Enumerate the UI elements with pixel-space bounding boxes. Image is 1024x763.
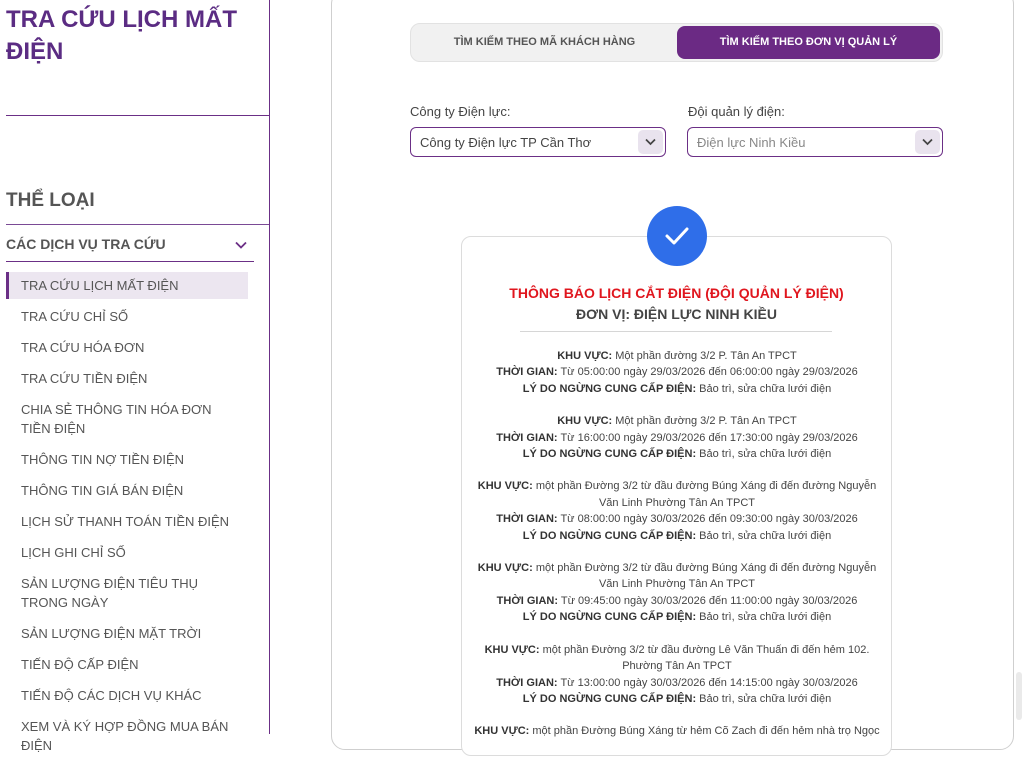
sidebar-item[interactable]: TRA CỨU TIỀN ĐIỆN [21,371,148,386]
outage-time-row [472,675,882,691]
outage-area-row [472,560,882,593]
sidebar-item[interactable]: TIẾN ĐỘ CẤP ĐIỆN [21,657,139,672]
sidebar-item[interactable]: SẢN LƯỢNG ĐIỆN MẶT TRỜI [21,626,202,641]
outage-reason-value: Bảo trì, sửa chữa lưới điện [699,692,832,705]
outage-entry [472,560,882,626]
outage-reason-row [472,609,882,625]
outage-time-value: Từ 08:00:00 ngày 30/03/2026 đến 09:30:00 ngày 30/03/2026 [560,513,858,526]
outage-time-value: Từ 09:45:00 ngày 30/03/2026 đến 11:00:00 ngày 30/03/2026 [560,594,858,607]
chevron-down-icon [234,238,248,252]
time-label: THỜI GIAN: [496,676,558,689]
outage-area-value: Một phần đường 3/2 P. Tân An TPCT [615,415,797,428]
area-label: KHU VỰC: [477,480,533,493]
team-select[interactable] [687,127,943,157]
page-title: TRA CỨU LỊCH MẤT ĐIỆN [6,6,237,65]
outage-time-value: Từ 05:00:00 ngày 29/03/2026 đến 06:00:00 ngày 29/03/2026 [560,366,858,379]
services-group-toggle[interactable] [6,232,254,262]
outage-area-value: một phần Đường 3/2 từ đầu đường Búng Xáng đi đến đường Nguyễn Văn Linh Phường Tân An TPCT [535,562,877,591]
reason-label: LÝ DO NGỪNG CUNG CẤP ĐIỆN: [522,448,697,461]
outage-area-row [472,478,882,511]
reason-label: LÝ DO NGỪNG CUNG CẤP ĐIỆN: [522,692,697,705]
area-label: KHU VỰC: [557,415,613,428]
outage-area-row [472,723,882,739]
sidebar-item[interactable]: TRA CỨU CHỈ SỐ [21,309,129,324]
left-sidebar [0,0,270,753]
outage-time-value: Từ 13:00:00 ngày 30/03/2026 đến 14:15:00 ngày 30/03/2026 [560,676,858,689]
sidebar-item[interactable]: LỊCH GHI CHỈ SỐ [21,545,126,560]
dropdown-button[interactable] [638,130,663,154]
reason-label: LÝ DO NGỪNG CUNG CẤP ĐIỆN: [522,382,697,395]
chevron-down-icon [921,136,934,148]
outage-reason-row [472,691,882,707]
time-label: THỜI GIAN: [496,594,558,607]
tab-search-by-customer[interactable]: TÌM KIẾM THEO MÃ KHÁCH HÀNG [453,36,636,48]
outage-area-value: một phần Đường 3/2 từ đầu đường Lê Văn Thuấn đi đến hẻm 102. Phường Tân An TPCT [542,643,870,673]
reason-label: LÝ DO NGỪNG CUNG CẤP ĐIỆN: [522,529,697,542]
outage-area-value: Một phần đường 3/2 P. Tân An TPCT [615,350,797,362]
time-label: THỜI GIAN: [496,366,558,379]
outage-area-row [472,642,882,675]
area-label: KHU VỰC: [474,725,530,738]
sidebar-item[interactable]: THÔNG TIN GIÁ BÁN ĐIỆN [21,483,184,498]
outage-area-row [472,413,882,429]
outage-time-row [472,430,882,446]
sidebar-item[interactable]: SẢN LƯỢNG ĐIỆN TIÊU THỤ TRONG NGÀY [21,576,199,610]
sidebar-item[interactable]: TIẾN ĐỘ CÁC DỊCH VỤ KHÁC [21,688,202,703]
outage-reason-row [472,528,882,544]
services-menu [6,272,248,763]
reason-label: LÝ DO NGỪNG CUNG CẤP ĐIỆN: [522,611,697,624]
outage-entry [472,642,882,708]
area-label: KHU VỰC: [557,350,613,362]
category-heading: THỂ LOẠI [6,190,95,211]
search-mode-tabs [410,23,943,62]
time-label: THỜI GIAN: [496,431,558,444]
outage-entry [472,413,882,462]
outage-entry [472,723,882,743]
outage-list [472,348,882,743]
unit-title: ĐƠN VỊ: ĐIỆN LỰC NINH KIỀU [576,306,777,322]
team-label: Đội quản lý điện: [688,104,785,119]
outage-entry [472,478,882,544]
sidebar-item[interactable]: THÔNG TIN NỢ TIỀN ĐIỆN [21,452,185,467]
area-label: KHU VỰC: [477,562,533,575]
outage-area-row [472,348,882,364]
outage-reason-value: Bảo trì, sửa chữa lưới điện [699,448,832,461]
chevron-down-icon [644,136,657,148]
sidebar-item[interactable]: XEM VÀ KÝ HỢP ĐỒNG MUA BÁN ĐIỆN [21,719,229,753]
success-check-icon [647,206,707,266]
time-label: THỜI GIAN: [496,513,558,526]
company-select-value: Công ty Điện lực TP Cần Thơ [420,135,592,150]
outage-area-value: một phần Đường Búng Xáng từ hẻm Cõ Zach đi đến hẻm nhà trọ Ngọc [532,725,880,738]
team-select-value: Điện lực Ninh Kiều [697,135,806,150]
divider [520,331,832,332]
services-group-label: CÁC DỊCH VỤ TRA CỨU [6,236,166,252]
outage-time-row [472,511,882,527]
outage-time-row [472,364,882,380]
outage-area-value: một phần Đường 3/2 từ đầu đường Búng Xáng đi đến đường Nguyễn Văn Linh Phường Tân An TPCT [535,480,877,509]
outage-reason-value: Bảo trì, sửa chữa lưới điện [699,382,832,395]
dropdown-button[interactable] [915,130,940,154]
outage-reason-row [472,381,882,397]
sidebar-item[interactable]: TRA CỨU LỊCH MẤT ĐIỆN [6,272,248,299]
scrollbar-thumb[interactable] [1016,672,1022,720]
company-select[interactable] [410,127,666,157]
notice-title: THÔNG BÁO LỊCH CẮT ĐIỆN (ĐỘI QUẢN LÝ ĐIỆN) [509,285,844,301]
company-label: Công ty Điện lực: [410,104,511,119]
sidebar-item[interactable]: CHIA SẺ THÔNG TIN HÓA ĐƠN TIỀN ĐIỆN [21,402,212,436]
sidebar-item[interactable]: TRA CỨU HÓA ĐƠN [21,340,145,355]
outage-entry [472,348,882,397]
outage-time-value: Từ 16:00:00 ngày 29/03/2026 đến 17:30:00 ngày 29/03/2026 [560,431,858,444]
divider [6,224,269,225]
outage-reason-value: Bảo trì, sửa chữa lưới điện [699,529,832,542]
outage-time-row [472,593,882,609]
tab-search-by-unit[interactable]: TÌM KIẾM THEO ĐƠN VỊ QUẢN LÝ [677,26,940,59]
area-label: KHU VỰC: [484,643,540,656]
sidebar-item[interactable]: LỊCH SỬ THANH TOÁN TIỀN ĐIỆN [21,514,230,529]
outage-reason-value: Bảo trì, sửa chữa lưới điện [699,611,832,624]
outage-reason-row [472,446,882,462]
divider [6,115,269,116]
